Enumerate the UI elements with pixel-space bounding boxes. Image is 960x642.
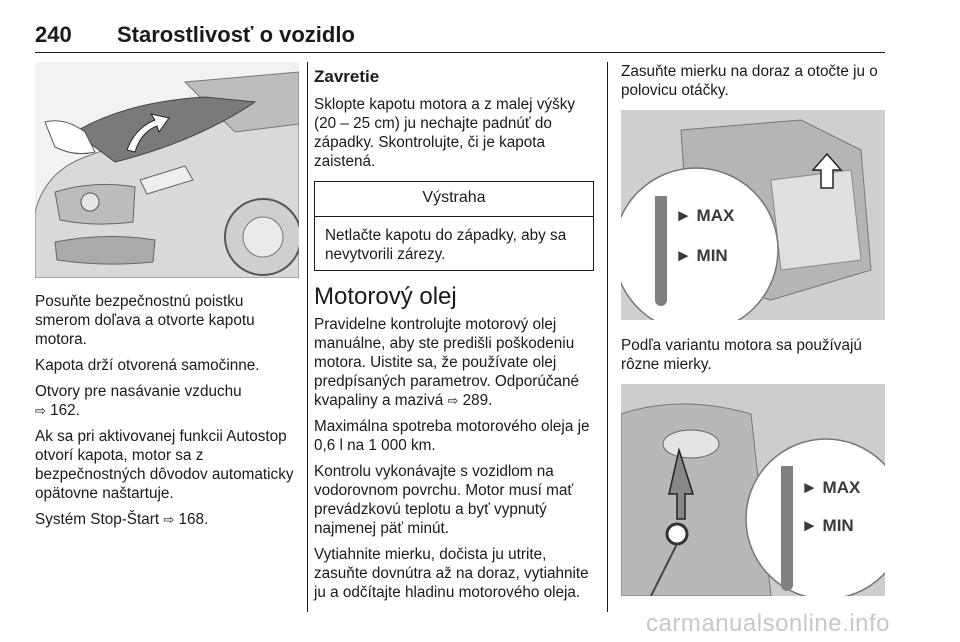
min-mark-label: ► MIN — [675, 246, 728, 265]
section-title: Motorový olej — [314, 283, 457, 310]
watermark: carmanualsonline.info — [646, 610, 890, 637]
paragraph — [35, 510, 299, 529]
warning-title: Výstraha — [315, 182, 593, 217]
subheading-closing: Zavretie — [314, 67, 380, 86]
paragraph — [314, 315, 594, 410]
page-header — [35, 22, 885, 53]
paragraph: Sklopte kapotu motora a z malej výšky (20 – 25 cm) ju nechajte padnúť do západky. Skontrolujte, či je kapota zaistená. — [314, 96, 576, 170]
column-divider — [307, 62, 308, 612]
column-1 — [35, 62, 299, 536]
figure-dipstick-2 — [621, 384, 885, 596]
paragraph: Podľa variantu motora sa používajú rôzne mierky. — [621, 337, 862, 373]
paragraph-text: Otvory pre nasávanie vzduchu — [35, 383, 242, 400]
figure-dipstick-1 — [621, 110, 885, 320]
page-ref-arrow-icon: ⇨ — [447, 393, 459, 408]
warning-box — [314, 181, 594, 271]
paragraph-text: Systém Stop-Štart — [35, 511, 160, 528]
column-3 — [621, 62, 887, 596]
page-reference: 168. — [178, 511, 209, 528]
page-ref-arrow-icon: ⇨ — [35, 403, 46, 418]
warning-text: Netlačte kapotu do západky, aby sa nevytvorili zárezy. — [325, 227, 567, 263]
column-divider — [607, 62, 608, 612]
paragraph-text: Pravidelne kontrolujte motorový olej manuálne, aby ste predišli poškodeniu motora. Uistite sa, že používate olej predpísaných parametrov. Odporúčané kvapaliny a mazivá — [314, 316, 580, 409]
page-reference: 289. — [462, 392, 493, 409]
column-2 — [314, 62, 594, 609]
dipstick-blade — [655, 196, 667, 306]
page-number: 240 — [35, 22, 72, 47]
paragraph: Zasuňte mierku na doraz a otočte ju o polovicu otáčky. — [621, 63, 878, 99]
paragraph: Vytiahnite mierku, dočista ju utrite, zasuňte dovnútra až na doraz, vytiahnite ju a odčítajte hladinu motorového oleja. — [314, 546, 589, 601]
page-reference: 162. — [50, 402, 80, 419]
figure-car-hood — [35, 62, 299, 278]
paragraph: Kapota drží otvorená samočinne. — [35, 357, 260, 374]
chapter-title: Starostlivosť o vozidlo — [117, 22, 355, 47]
page-ref-arrow-icon: ⇨ — [163, 512, 175, 527]
max-mark-label: ► MAX — [801, 478, 861, 497]
dipstick-blade — [781, 466, 793, 591]
paragraph: Ak sa pri aktivovanej funkcii Autostop otvorí kapota, motor sa z bezpečnostných dôvodov automaticky opätovne naštartuje. — [35, 428, 294, 502]
paragraph — [35, 382, 299, 420]
max-mark-label: ► MAX — [675, 206, 735, 225]
paragraph: Posuňte bezpečnostnú poistku smerom doľava a otvorte kapotu motora. — [35, 293, 255, 348]
min-mark-label: ► MIN — [801, 516, 854, 535]
paragraph: Kontrolu vykonávajte s vozidlom na vodorovnom povrchu. Motor musí mať prevádzkovú teplotu a byť vypnutý najmenej päť minút. — [314, 463, 574, 537]
car-hood-illustration — [35, 62, 299, 278]
paragraph: Maximálna spotreba motorového oleja je 0,6 l na 1 000 km. — [314, 418, 590, 454]
